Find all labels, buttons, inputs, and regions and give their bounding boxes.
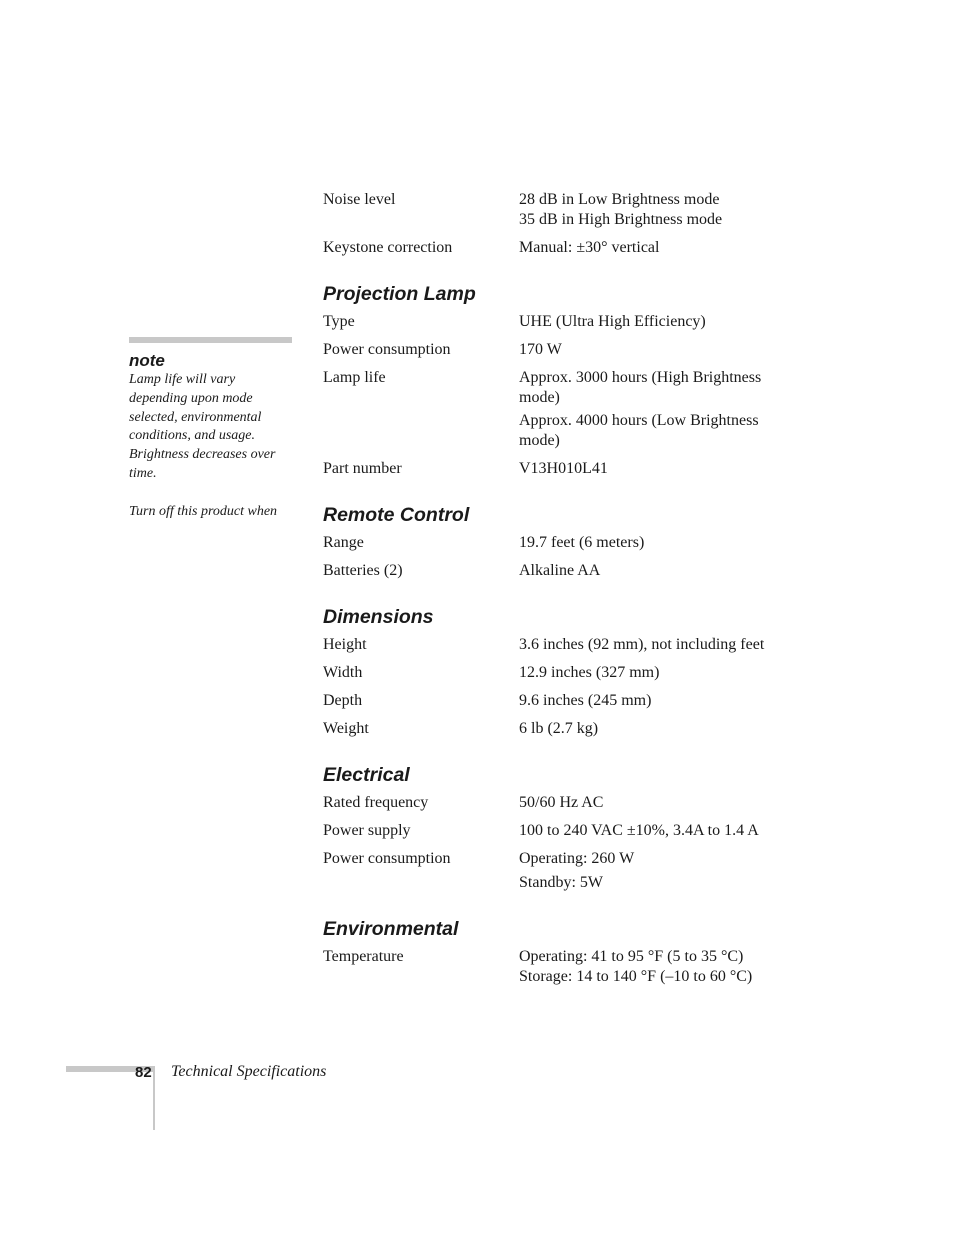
page-number: 82 — [135, 1064, 152, 1081]
spec-value: Approx. 4000 hours (Low Brightness mode) — [519, 412, 759, 449]
spec-values — [519, 340, 803, 360]
spec-content — [323, 190, 803, 995]
spec-label: Range — [323, 534, 364, 551]
note-paragraph: Lamp life will vary depending upon mode selected, environmental conditions, and usage. Brightness decreases over time. — [129, 372, 276, 481]
spec-value: Standby: 5W — [519, 874, 603, 891]
spec-values — [519, 719, 803, 739]
spec-section-dimensions — [323, 605, 803, 739]
note-paragraph: Turn off this product when — [129, 503, 278, 519]
note-title: note — [129, 351, 165, 370]
spec-value: 170 W — [519, 341, 562, 358]
spec-values — [519, 561, 803, 581]
spec-value: 9.6 inches (245 mm) — [519, 692, 652, 709]
spec-label: Power consumption — [323, 850, 451, 867]
spec-row — [323, 719, 803, 739]
spec-label: Height — [323, 636, 367, 653]
spec-value: Operating: 260 W — [519, 850, 635, 867]
spec-row — [323, 947, 803, 987]
spec-row — [323, 368, 803, 451]
spec-value: UHE (Ultra High Efficiency) — [519, 313, 706, 330]
spec-label: Part number — [323, 460, 402, 477]
spec-row — [323, 459, 803, 479]
spec-row — [323, 663, 803, 683]
spec-values — [519, 947, 803, 987]
spec-values — [519, 533, 803, 553]
spec-values — [519, 793, 803, 813]
spec-label: Batteries (2) — [323, 562, 403, 579]
spec-row — [323, 561, 803, 581]
spec-label: Temperature — [323, 948, 404, 965]
spec-values — [519, 238, 803, 258]
spec-values — [519, 190, 803, 230]
spec-values — [519, 459, 803, 479]
spec-value: 100 to 240 VAC ±10%, 3.4A to 1.4 A — [519, 822, 759, 839]
footer-rule — [153, 1066, 155, 1130]
section-heading: Environmental — [323, 918, 459, 940]
spec-values — [519, 849, 803, 893]
spec-value: 19.7 feet (6 meters) — [519, 534, 645, 551]
spec-value: V13H010L41 — [519, 460, 608, 477]
spec-label: Power supply — [323, 822, 411, 839]
spec-label: Width — [323, 664, 363, 681]
spec-values — [519, 368, 803, 451]
spec-section-general — [323, 190, 803, 258]
spec-row — [323, 533, 803, 553]
spec-value: 28 dB in Low Brightness mode — [519, 191, 720, 208]
note-body — [129, 371, 279, 521]
spec-value: Alkaline AA — [519, 562, 601, 579]
section-heading: Dimensions — [323, 606, 434, 628]
spec-value: Storage: 14 to 140 °F (–10 to 60 °C) — [519, 968, 753, 985]
spec-section-environmental — [323, 917, 803, 987]
spec-label: Depth — [323, 692, 363, 709]
spec-label: Lamp life — [323, 369, 386, 386]
spec-values — [519, 691, 803, 711]
section-heading: Electrical — [323, 764, 410, 786]
spec-value: 50/60 Hz AC — [519, 794, 604, 811]
spec-label: Noise level — [323, 191, 396, 208]
spec-row — [323, 793, 803, 813]
spec-row — [323, 312, 803, 332]
spec-label: Weight — [323, 720, 369, 737]
spec-values — [519, 663, 803, 683]
spec-section-remote-control — [323, 503, 803, 581]
spec-value: Manual: ±30° vertical — [519, 239, 660, 256]
spec-row — [323, 635, 803, 655]
spec-label: Rated frequency — [323, 794, 429, 811]
spec-section-projection-lamp — [323, 282, 803, 479]
spec-label: Keystone correction — [323, 239, 453, 256]
spec-row — [323, 821, 803, 841]
spec-values — [519, 821, 803, 841]
sidebar-note — [129, 337, 292, 521]
spec-row — [323, 849, 803, 893]
spec-row — [323, 190, 803, 230]
spec-value: 12.9 inches (327 mm) — [519, 664, 660, 681]
spec-row — [323, 340, 803, 360]
spec-label: Type — [323, 313, 355, 330]
spec-row — [323, 238, 803, 258]
spec-value: 35 dB in High Brightness mode — [519, 211, 723, 228]
section-heading: Projection Lamp — [323, 283, 476, 305]
spec-values — [519, 312, 803, 332]
spec-row — [323, 691, 803, 711]
spec-value: 3.6 inches (92 mm), not including feet — [519, 636, 765, 653]
spec-value: 6 lb (2.7 kg) — [519, 720, 599, 737]
spec-value: Operating: 41 to 95 °F (5 to 35 °C) — [519, 948, 744, 965]
page-section-title: Technical Specifications — [171, 1063, 327, 1080]
section-heading: Remote Control — [323, 504, 470, 526]
spec-section-electrical — [323, 763, 803, 893]
note-divider — [129, 337, 292, 343]
spec-values — [519, 635, 803, 655]
spec-value: Approx. 3000 hours (High Brightness mode) — [519, 369, 762, 406]
spec-label: Power consumption — [323, 341, 451, 358]
